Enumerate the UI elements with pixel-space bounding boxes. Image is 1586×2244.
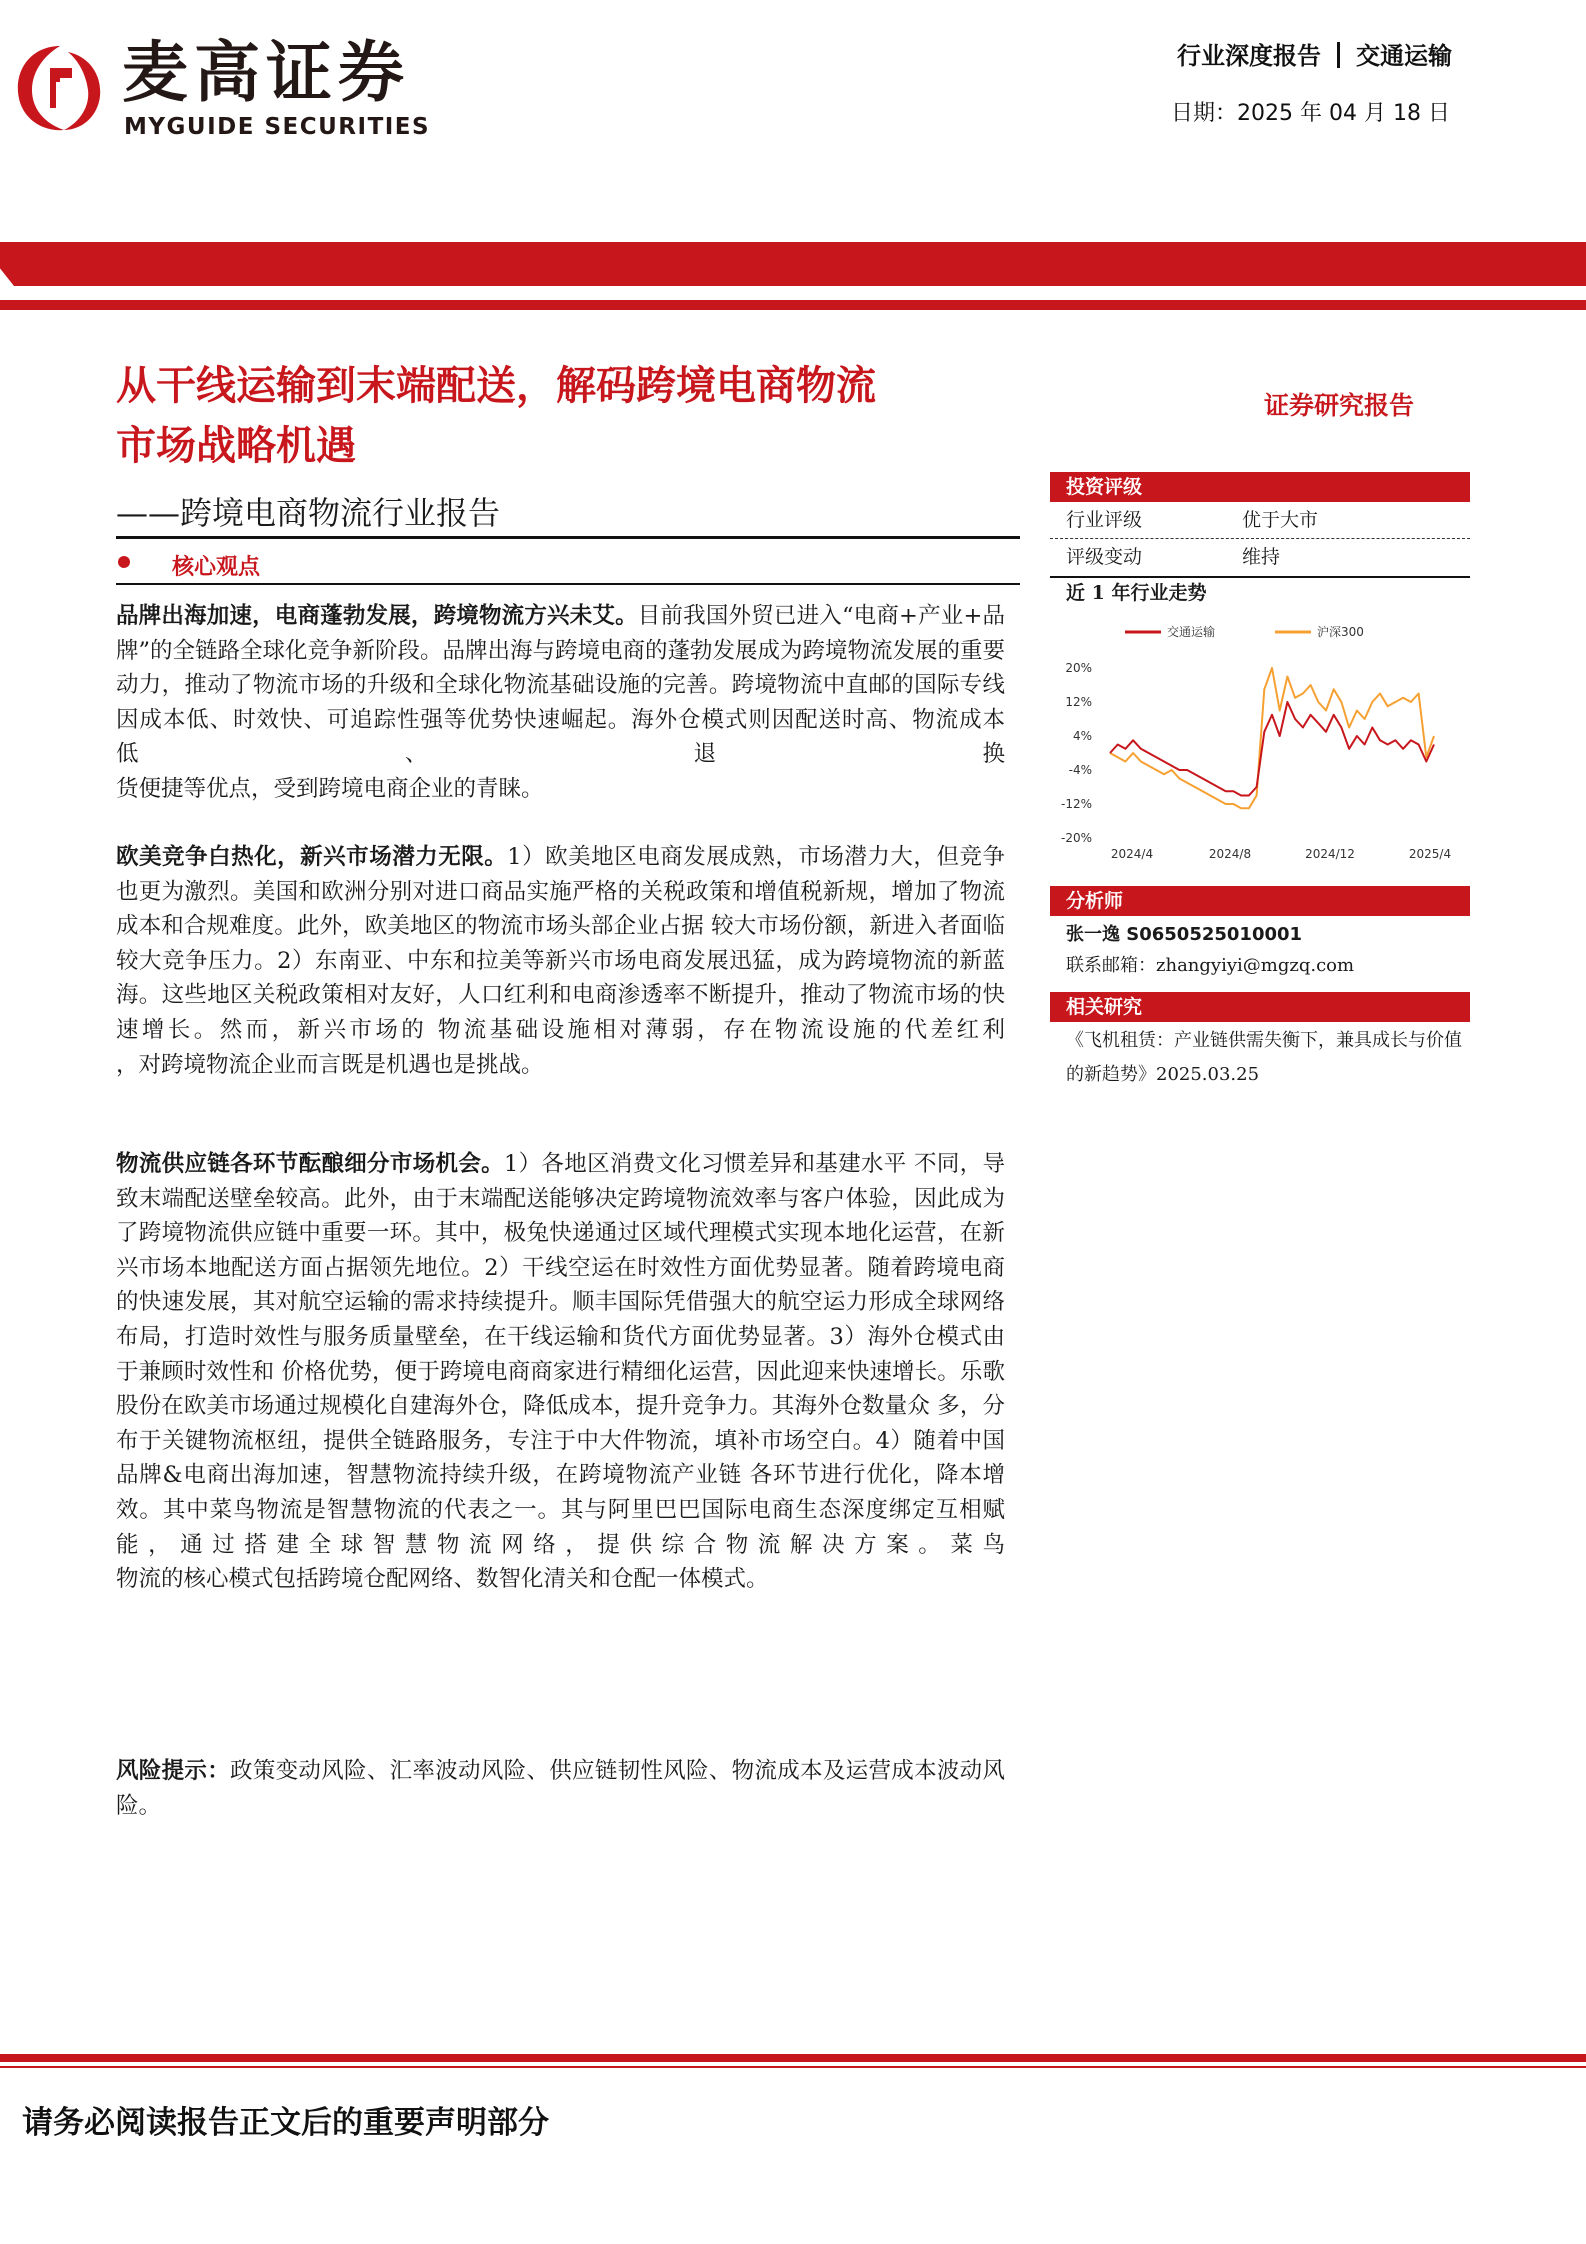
paragraph-text: 1）各地区消费文化习惯差异和基建水平 不同，导致末端配送壁垒较高。此外，由于末端配送能够决定跨境物流效率与客户体验，因此成为了跨境物流供应链中重要一环。其中，极兔快递通过区域代理模式实现本地化运营，在新兴市场本地配送方面占据领先地位。2）干线空运在时效性方面优势显著。随着跨境电商的快速发展，其对航空运输的需求持续提升。顺丰国际凭借强大的航空运力形成全球网络布局，打造时效性与服务质量壁垒，在干线运输和货代方面优势显著。3）海外仓模式由于兼顾时效性和 价格优势，便于跨境电商商家进行精细化运营，因此迎来快速增长。乐歌股份在欧美市场通过规模化自建海外仓，降低成本，提升竞争力。其海外仓数量众 多，分布于关键物流枢纽，提供全链路服务，专注于中大件物流，填补市场空白。4）随着中国品牌&电商出海加速，智慧物流持续升级，在跨境物流产业链 各环节进行优化，降本增效。其中菜鸟物流是智慧物流的代表之一。其与阿里巴巴国际电商生态深度绑定互相赋能，通过搭建全球智慧物流网络，提供综合物流解决方案。菜鸟 <box>116 1151 1005 1558</box>
footer-rule-thin <box>0 2066 1586 2068</box>
paragraph-last-line: ，对跨境物流企业而言既是机遇也是挑战。 <box>116 1051 544 1078</box>
paragraph-risk <box>116 1754 1005 1824</box>
paragraph-market-competition <box>116 840 1005 1117</box>
paragraph-brand-overseas <box>116 599 1005 807</box>
rating-row <box>1050 502 1470 539</box>
report-subtitle: ——跨境电商物流行业报告 <box>116 494 501 532</box>
legend-label: 交通运输 <box>1167 625 1216 639</box>
paragraph-lead: 风险提示： <box>116 1758 231 1784</box>
report-title-line-1: 从干线运输到末端配送，解码跨境电商物流 <box>116 362 876 409</box>
rating-value: 优于大市 <box>1242 509 1319 531</box>
paragraph-text: 1）欧美地区电商发展成熟，市场潜力大，但竞争也更为激烈。美国和欧洲分别对进口商品实施严格的关税政策和增值税新规，增加了物流成本和合规难度。此外，欧美地区的物流市场头部企业占据 较大市场份额，新进入者面临较大竞争压力。2）东南亚、中东和拉美等新兴市场电商发展迅猛，成为跨境物流的新蓝海。这些地区关税政策相对友好，人口红利和电商渗透率不断提升，推动了物流市场的快速增长。然而，新兴市场的 物流基础设施相对薄弱，存在物流设施的代差红利 <box>116 844 1005 1043</box>
y-tick-label: 20% <box>1065 661 1092 675</box>
rating-row <box>1050 539 1470 575</box>
analyst-header: 分析师 <box>1050 886 1470 916</box>
y-tick-label: -12% <box>1060 797 1092 811</box>
rating-key: 行业评级 <box>1066 509 1143 531</box>
report-category: 行业深度报告 <box>1177 42 1321 70</box>
meta-divider <box>1337 42 1340 68</box>
related-research-header: 相关研究 <box>1050 992 1470 1022</box>
paragraph-lead: 物流供应链各环节酝酿细分市场机会。 <box>116 1151 504 1177</box>
paragraph-supply-chain <box>116 1147 1005 1666</box>
brand-name-cn: 麦高证券 <box>122 34 410 111</box>
paragraph-last-line: 货便捷等优点，受到跨境电商企业的青睐。 <box>116 775 544 802</box>
x-tick-label: 2025/4 <box>1408 847 1452 861</box>
analyst-email: 联系邮箱：zhangyiyi@mgzq.com <box>1066 955 1355 976</box>
section-label: 核心观点 <box>172 554 261 580</box>
paragraph-last-line: 物流的核心模式包括跨境仓配网络、数智化清关和仓配一体模式。 <box>116 1566 769 1593</box>
trend-chart <box>1050 610 1470 870</box>
report-date: 日期：2025 年 04 月 18 日 <box>1171 101 1450 126</box>
series-line <box>1110 702 1434 796</box>
header-rule <box>0 300 1586 310</box>
footer-rule <box>0 2054 1586 2062</box>
brand-name-en: MYGUIDE SECURITIES <box>124 114 431 140</box>
y-tick-label: -4% <box>1068 763 1092 777</box>
y-tick-label: 4% <box>1072 729 1092 743</box>
rating-header: 投资评级 <box>1050 472 1470 502</box>
x-tick-label: 2024/12 <box>1305 847 1355 861</box>
title-divider <box>116 536 1020 539</box>
analyst-name: 张一逸 S0650525010001 <box>1066 924 1303 945</box>
legend-label: 沪深300 <box>1317 625 1364 639</box>
x-tick-label: 2024/8 <box>1208 847 1252 861</box>
footer-notice: 请务必阅读报告正文后的重要声明部分 <box>22 2105 549 2141</box>
paragraph-lead: 品牌出海加速，电商蓬勃发展，跨境物流方兴未艾。 <box>116 603 638 629</box>
rating-value: 维持 <box>1242 546 1281 568</box>
logo-icon <box>10 38 110 138</box>
trend-chart-title: 近 1 年行业走势 <box>1066 582 1207 604</box>
related-research-item[interactable]: 《飞机租赁：产业链供需失衡下，兼具成长与价值的新趋势》2025.03.25 <box>1066 1030 1462 1085</box>
paragraph-lead: 欧美竞争白热化，新兴市场潜力无限。 <box>116 844 508 870</box>
paragraph-text: 目前我国外贸已进入“电商+产业+品牌”的全链路全球化竞争新阶段。品牌出海与跨境电商的蓬勃发展成为跨境物流发展的重要动力，推动了物流市场的升级和全球化物流基础设施的完善。跨境物流中直邮的国际专线因成本低、时效快、可追踪性强等优势快速崛起。海外仓模式则因配送时高、物流成本低、退换 <box>116 603 1006 768</box>
series-line <box>1110 668 1434 808</box>
x-tick-label: 2024/4 <box>1110 847 1154 861</box>
y-tick-label: 12% <box>1065 695 1092 709</box>
header-band <box>0 242 1586 286</box>
section-divider <box>116 583 1020 585</box>
report-type: 证券研究报告 <box>1264 391 1415 420</box>
rating-key: 评级变动 <box>1066 546 1143 568</box>
bullet-dot <box>118 556 130 568</box>
industry-name: 交通运输 <box>1356 42 1452 70</box>
report-meta <box>1177 42 1452 68</box>
y-tick-label: -20% <box>1060 831 1092 845</box>
paragraph-text: 政策变动风险、汇率波动风险、供应链韧性风险、物流成本及运营成本波动风险。 <box>116 1758 1005 1819</box>
report-title-line-2: 市场战略机遇 <box>116 422 356 469</box>
